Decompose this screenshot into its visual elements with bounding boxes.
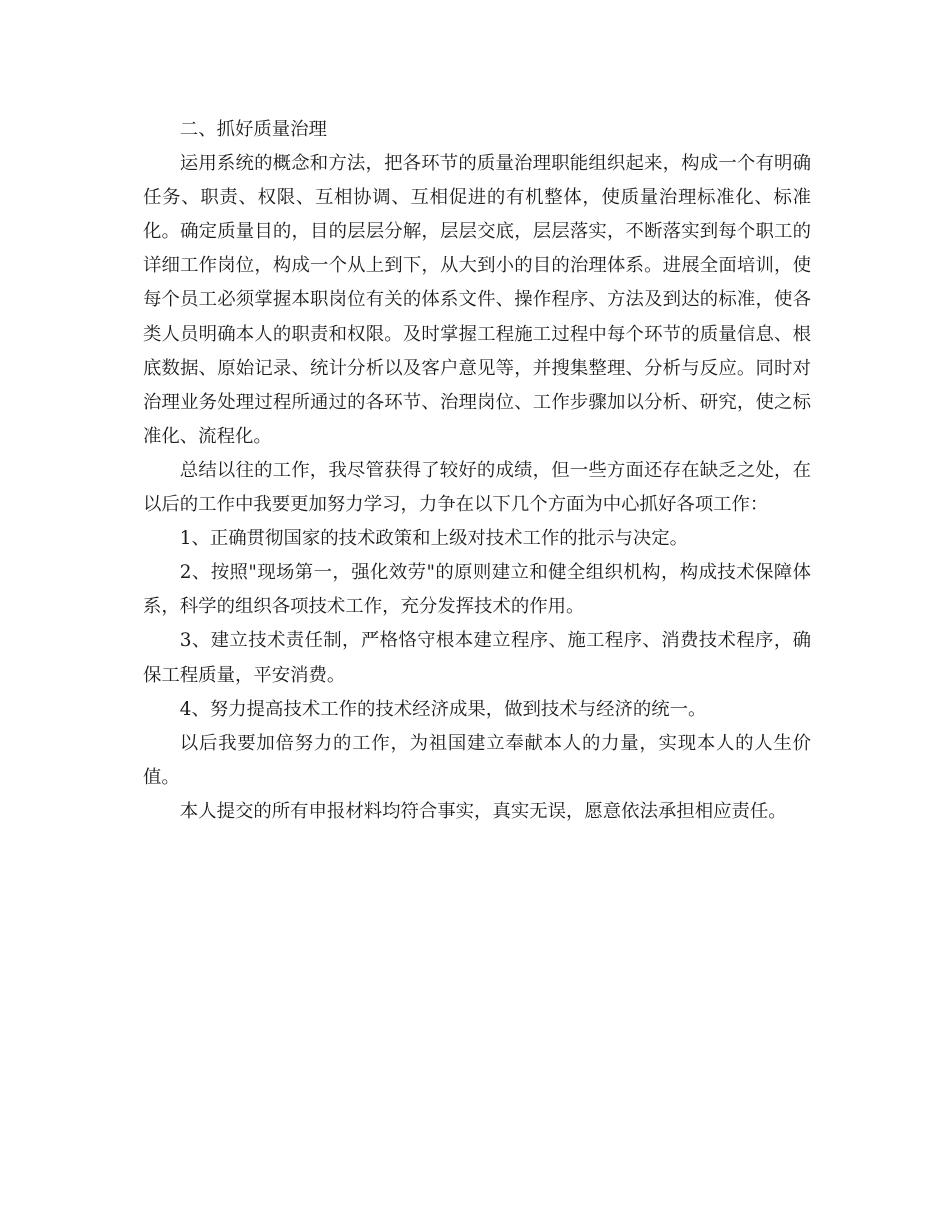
document-body: [143, 113, 811, 829]
list-item-2: 2、按照"现场第一，强化效劳"的原则建立和健全组织机构，构成技术保障体系，科学的组织各项技术工作，充分发挥技术的作用。: [143, 562, 811, 618]
closing-paragraph: 以后我要加倍努力的工作，为祖国建立奉献本人的力量，实现本人的人生价值。: [143, 732, 811, 788]
section-heading: 二、抓好质量治理: [179, 119, 327, 140]
list-item-4: 4、努力提高技术工作的技术经济成果，做到技术与经济的统一。: [179, 698, 707, 720]
declaration-paragraph: 本人提交的所有申报材料均符合事实，真实无误，愿意依法承担相应责任。: [179, 800, 787, 822]
list-item-1: 1、正确贯彻国家的技术政策和上级对技术工作的批示与决定。: [179, 528, 689, 550]
summary-paragraph: 总结以往的工作，我尽管获得了较好的成绩，但一些方面还存在缺乏之处，在以后的工作中我要更加努力学习，力争在以下几个方面为中心抓好各项工作：: [143, 459, 811, 516]
quality-management-paragraph: 运用系统的概念和方法，把各环节的质量治理职能组织起来，构成一个有明确任务、职责、权限、互相协调、互相促进的有机整体，使质量治理标准化、标准化。确定质量目的，目的层层分解，层层交底，层层落实，不断落实到每个职工的详细工作岗位，构成一个从上到下，从大到小的目的治理体系。进展全面培训，使每个员工必须掌握本职岗位有关的体系文件、操作程序、方法及到达的标准，使各类人员明确本人的职责和权限。及时掌握工程施工过程中每个环节的质量信息、根底数据、原始记录、统计分析以及客户意见等，并搜集整理、分析与反应。同时对治理业务处理过程所通过的各环节、治理岗位、工作步骤加以分析、研究，使之标准化、流程化。: [143, 153, 811, 447]
list-item-3: 3、建立技术责任制，严格恪守根本建立程序、施工程序、消费技术程序，确保工程质量，平安消费。: [143, 630, 811, 686]
